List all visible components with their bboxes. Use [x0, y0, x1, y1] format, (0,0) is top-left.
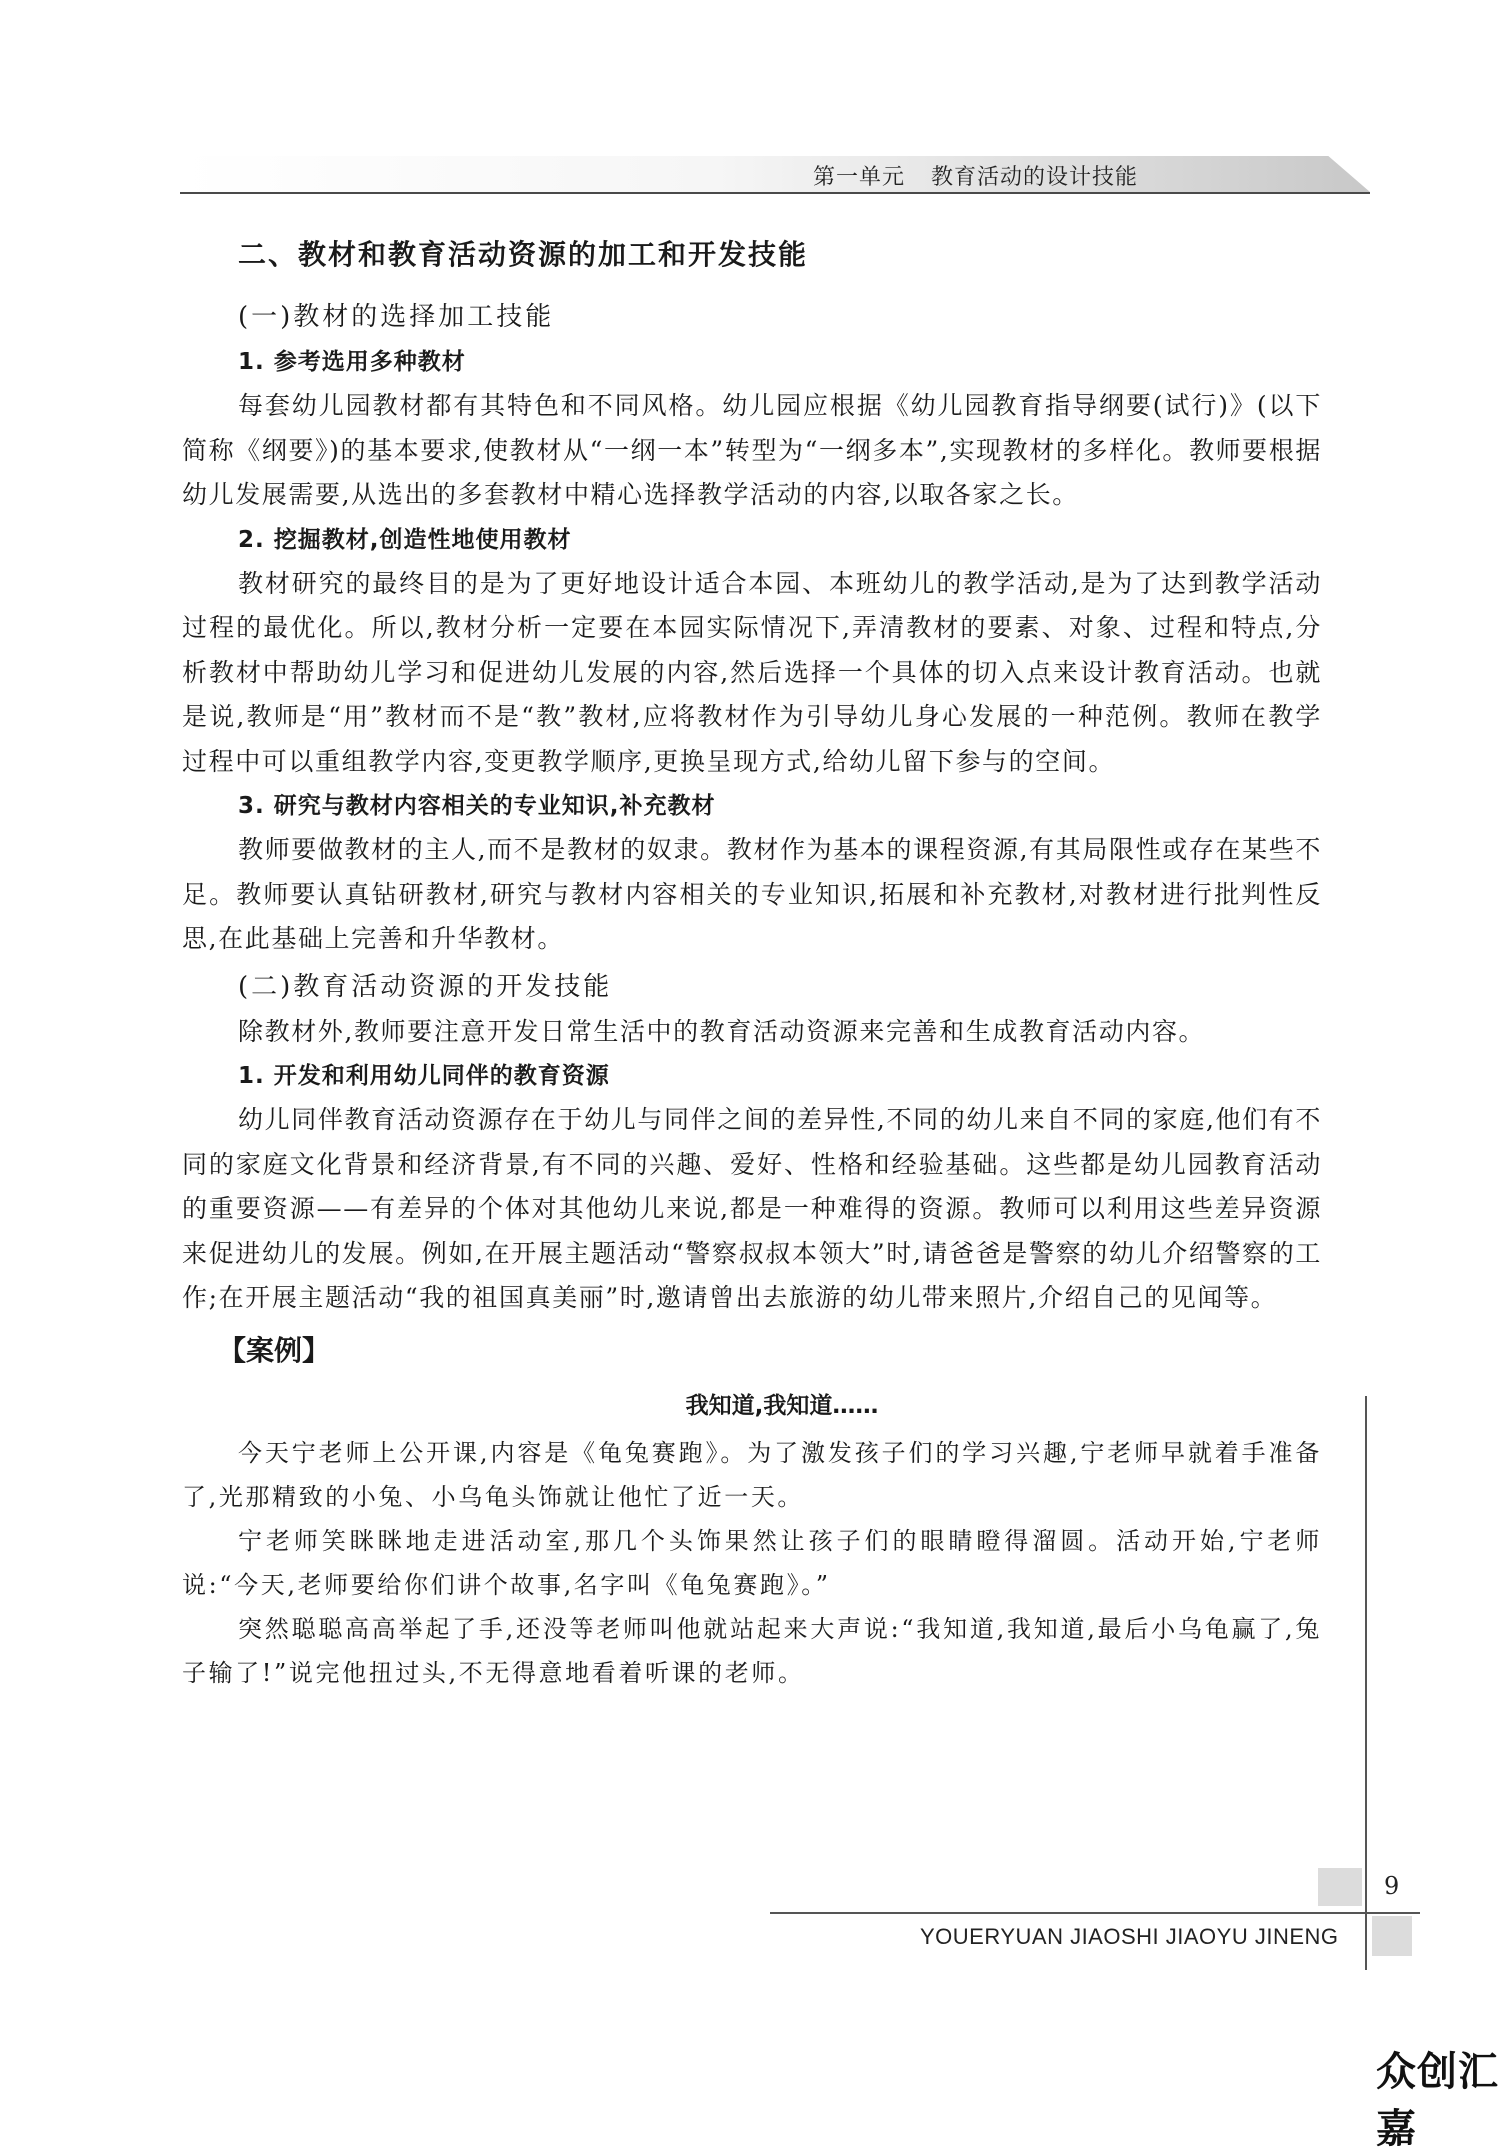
margin-vertical-rule — [1365, 1396, 1367, 1970]
item-title-1: 1. 参考选用多种教材 — [238, 349, 466, 375]
paragraph-sub2: 除教材外,教师要注意开发日常生活中的教育活动资源来完善和生成教育活动内容。 — [238, 1016, 1206, 1046]
paragraph-item2: 教材研究的最终目的是为了更好地设计适合本园、本班幼儿的教学活动,是为了达到教学活动过程的最优化。所以,教材分析一定要在本园实际情况下,弄清教材的要素、对象、过程和特点,分析教材中帮助幼儿学习和促进幼儿发展的内容,然后选择一个具体的切入点来设计教育活动。也就是说,教师是“用”教材而不是“教”教材,应将教材作为引导幼儿身心发展的一种范例。教师在教学过程中可以重组教学内容,变更教学顺序,更换呈现方式,给幼儿留下参与的空间。 — [182, 568, 1322, 776]
subsection-title-2: (二)教育活动资源的开发技能 — [238, 971, 613, 1002]
decorative-square — [1318, 1868, 1362, 1906]
paragraph-item1: 每套幼儿园教材都有其特色和不同风格。幼儿园应根据《幼儿园教育指导纲要(试行)》(以下简称《纲要》)的基本要求,使教材从“一纲一本”转型为“一纲多本”,实现教材的多样化。教师要根据幼儿发展需要,从选出的多套教材中精心选择教学活动的内容,以取各家之长。 — [182, 391, 1322, 509]
header-unit: 第一单元 — [812, 165, 905, 190]
header-chapter: 教育活动的设计技能 — [930, 165, 1138, 190]
watermark: 众创汇嘉 — [1376, 2049, 1499, 2152]
running-header — [180, 156, 1370, 194]
page-number: 9 — [1384, 1872, 1400, 1900]
subsection-title-1: (一)教材的选择加工技能 — [238, 302, 555, 332]
paragraph-item4: 幼儿同伴教育活动资源存在于幼儿与同伴之间的差异性,不同的幼儿来自不同的家庭,他们有不同的家庭文化背景和经济背景,有不同的兴趣、爱好、性格和经验基础。这些都是幼儿园教育活动的重要资源——有差异的个体对其他幼儿来说,都是一种难得的资源。教师可以利用这些差异资源来促进幼儿的发展。例如,在开展主题活动“警察叔叔本领大”时,请爸爸是警察的幼儿介绍警察的工作;在开展主题活动“我的祖国真美丽”时,邀请曾出去旅游的幼儿带来照片,介绍自己的见闻等。 — [182, 1105, 1322, 1312]
item-title-3: 3. 研究与教材内容相关的专业知识,补充教材 — [238, 793, 716, 819]
page-body — [182, 228, 1322, 1695]
header-rule — [180, 192, 1370, 194]
footer-book-title: YOUERYUAN JIAOSHI JIAOYU JINENG — [920, 1924, 1339, 1949]
case-title: 我知道,我知道…… — [685, 1392, 879, 1419]
paragraph-item3: 教师要做教材的主人,而不是教材的奴隶。教材作为基本的课程资源,有其局限性或存在某些不足。教师要认真钻研教材,研究与教材内容相关的专业知识,拓展和补充教材,对教材进行批判性反思,在此基础上完善和升华教材。 — [182, 835, 1322, 953]
section-title: 二、教材和教育活动资源的加工和开发技能 — [238, 238, 809, 271]
header-text — [813, 160, 1138, 191]
item-title-4: 1. 开发和利用幼儿同伴的教育资源 — [238, 1063, 610, 1089]
case-paragraph-1: 今天宁老师上公开课,内容是《龟兔赛跑》。为了激发孩子们的学习兴趣,宁老师早就着手准备了,光那精致的小兔、小乌龟头饰就让他忙了近一天。 — [182, 1438, 1322, 1511]
footer-rule — [770, 1912, 1420, 1914]
case-paragraph-3: 突然聪聪高高举起了手,还没等老师叫他就站起来大声说:“我知道,我知道,最后小乌龟赢了,兔子输了!”说完他扭过头,不无得意地看着听课的老师。 — [182, 1614, 1322, 1687]
case-paragraph-2: 宁老师笑眯眯地走进活动室,那几个头饰果然让孩子们的眼睛瞪得溜圆。活动开始,宁老师说:“今天,老师要给你们讲个故事,名字叫《龟兔赛跑》。” — [182, 1526, 1322, 1599]
item-title-2: 2. 挖掘教材,创造性地使用教材 — [238, 526, 572, 553]
case-label: 【案例】 — [218, 1333, 331, 1367]
decorative-square — [1372, 1916, 1412, 1956]
header-gradient-band — [180, 156, 1370, 192]
